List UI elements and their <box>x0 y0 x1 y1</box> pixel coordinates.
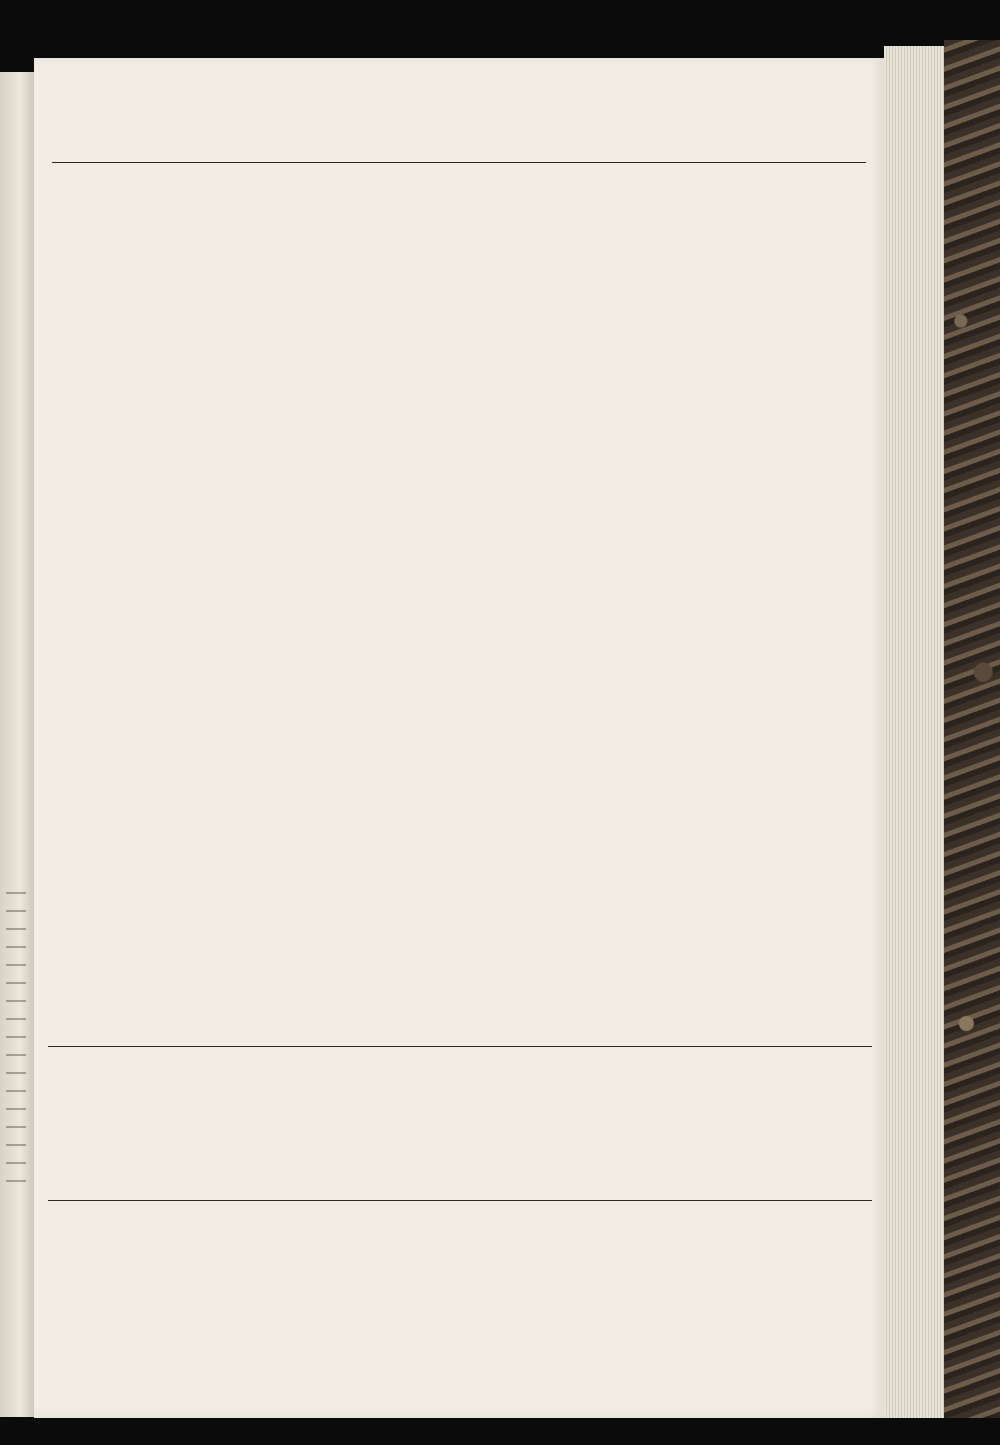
intro-passage <box>392 170 534 280</box>
beer-heitev-text <box>48 1284 870 1404</box>
section-rule <box>48 1046 872 1047</box>
lower-commentary <box>48 1048 786 1198</box>
magen-avraham-column <box>546 170 786 1050</box>
bottom-shadow <box>0 1418 1000 1445</box>
book-page <box>34 58 884 1418</box>
header-rule <box>52 162 866 163</box>
marbled-cover <box>944 40 1000 1445</box>
magen-david-column <box>48 170 378 1050</box>
beer-hagolah-margin <box>794 170 872 940</box>
beer-heitev-right <box>48 1208 448 1278</box>
facing-page-edge <box>0 72 34 1417</box>
page-edges <box>884 46 944 1428</box>
shaarei-teshuvah-text <box>460 1208 870 1278</box>
shulchan-aruch-text <box>376 282 534 842</box>
bottom-rule <box>48 1200 872 1201</box>
running-header <box>52 130 866 164</box>
